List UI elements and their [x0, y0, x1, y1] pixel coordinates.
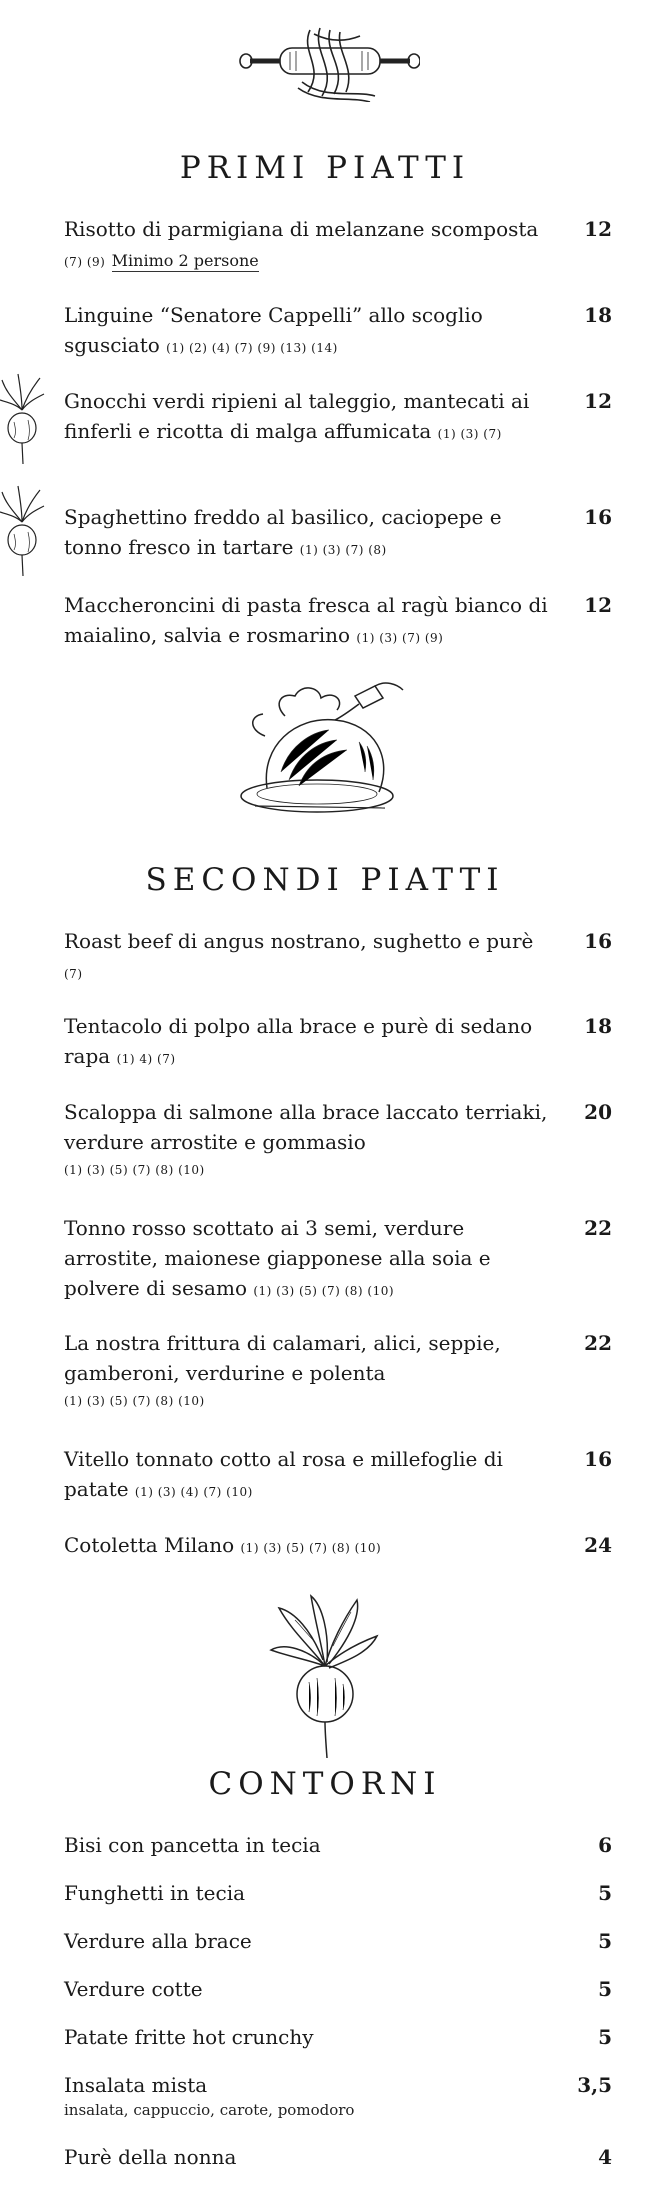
item-price: 12: [584, 217, 612, 241]
menu-item: [64, 1097, 612, 1181]
item-name: Tentacolo di polpo alla brace e purè di sedano rapa: [64, 1014, 533, 1068]
item-price: 20: [584, 1100, 612, 1124]
item-allergens: (1) (3) (5) (7) (8) (10): [64, 1163, 205, 1177]
item-price: 18: [584, 303, 612, 327]
item-price: 12: [584, 389, 612, 413]
item-price: 5: [598, 1977, 612, 2001]
menu-item: [64, 1926, 612, 1956]
item-allergens: (1) (3) (7) (8): [299, 543, 387, 557]
item-name: Maccheroncini di pasta fresca al ragù bianco di maialino, salvia e rosmarino: [64, 593, 548, 647]
item-allergens: (7) (9): [64, 255, 106, 269]
item-name: Insalata mista: [64, 2073, 208, 2097]
item-price: 12: [584, 593, 612, 617]
item-name: Bisi con pancetta in tecia: [64, 1833, 321, 1857]
section-title-secondi: SECONDI PIATTI: [145, 862, 505, 898]
menu-item: [64, 1011, 612, 1074]
item-allergens: (7): [64, 967, 83, 981]
item-name: La nostra frittura di calamari, alici, seppie, gamberoni, verdurine e polenta: [64, 1331, 501, 1385]
item-name: Tonno rosso scottato ai 3 semi, verdure arrostite, maionese giapponese alla soia e polvere di sesamo: [64, 1216, 491, 1300]
item-price: 24: [584, 1533, 612, 1557]
item-name: Vitello tonnato cotto al rosa e millefoglie di patate: [64, 1447, 503, 1501]
item-price: 6: [598, 1833, 612, 1857]
menu-item: [64, 502, 612, 565]
item-price: 18: [584, 1014, 612, 1038]
rolling-pin-illustration: [0, 22, 650, 102]
menu-item: [64, 214, 612, 277]
item-name: Gnocchi verdi ripieni al taleggio, mantecati ai finferli e ricotta di malga affumicata: [64, 389, 530, 443]
item-price: 4: [598, 2145, 612, 2169]
item-price: 5: [598, 1881, 612, 1905]
item-price: 5: [598, 2025, 612, 2049]
item-name: Verdure cotte: [64, 1977, 203, 2001]
item-price: 5: [598, 1929, 612, 1953]
menu-item: [64, 1830, 612, 1860]
item-name: Roast beef di angus nostrano, sughetto e purè: [64, 929, 534, 953]
menu-item: [64, 2022, 612, 2052]
item-allergens: (1) (3) (5) (7) (8) (10): [253, 1284, 395, 1298]
beet-icon: [0, 370, 46, 470]
item-allergens: (1) (3) (5) (7) (8) (10): [240, 1541, 382, 1555]
item-allergens: (1) (3) (7): [437, 427, 502, 441]
item-name: Spaghettino freddo al basilico, caciopepe e tonno fresco in tartare: [64, 505, 502, 559]
item-price: 22: [584, 1216, 612, 1240]
menu-item: [64, 2142, 612, 2172]
item-name: Purè della nonna: [64, 2145, 237, 2169]
menu-item: [64, 386, 612, 449]
item-name: Funghetti in tecia: [64, 1881, 246, 1905]
item-price: 16: [584, 929, 612, 953]
cloche-illustration: [0, 676, 650, 826]
item-allergens: (1) (3) (7) (9): [356, 631, 444, 645]
item-price: 16: [584, 505, 612, 529]
item-price: 22: [584, 1331, 612, 1355]
menu-item: [64, 926, 612, 989]
menu-item: [64, 2070, 612, 2120]
menu-item: [64, 1328, 612, 1412]
item-name: Linguine “Senatore Cappelli” allo scoglio sgusciato: [64, 303, 483, 357]
item-price: 16: [584, 1447, 612, 1471]
section-title-contorni: CONTORNI: [208, 1766, 442, 1802]
item-name: Scaloppa di salmone alla brace laccato terriaki, verdure arrostite e gommasio: [64, 1100, 548, 1154]
item-name: Verdure alla brace: [64, 1929, 252, 1953]
menu-item: [64, 1878, 612, 1908]
beet-illustration: [0, 1590, 650, 1760]
item-description: insalata, cappuccio, carote, pomodoro: [64, 2101, 355, 2119]
item-name: Patate fritte hot crunchy: [64, 2025, 314, 2049]
menu-item: [64, 1213, 612, 1306]
item-price: 3,5: [577, 2073, 612, 2097]
beet-icon: [0, 482, 46, 582]
menu-item: [64, 1530, 612, 1563]
item-allergens: (1) (3) (4) (7) (10): [134, 1485, 253, 1499]
item-allergens: (1) (3) (5) (7) (8) (10): [64, 1394, 205, 1408]
section-title-primi: PRIMI PIATTI: [179, 150, 471, 186]
menu-item: [64, 300, 612, 363]
item-allergens: (1) (2) (4) (7) (9) (13) (14): [166, 341, 338, 355]
item-name: Risotto di parmigiana di melanzane scomposta: [64, 217, 539, 241]
menu-item: [64, 1974, 612, 2004]
item-note: Minimo 2 persone: [111, 251, 259, 270]
item-name: Cotoletta Milano: [64, 1533, 235, 1557]
item-allergens: (1) 4) (7): [116, 1052, 176, 1066]
menu-item: [64, 590, 612, 653]
menu-item: [64, 1444, 612, 1507]
